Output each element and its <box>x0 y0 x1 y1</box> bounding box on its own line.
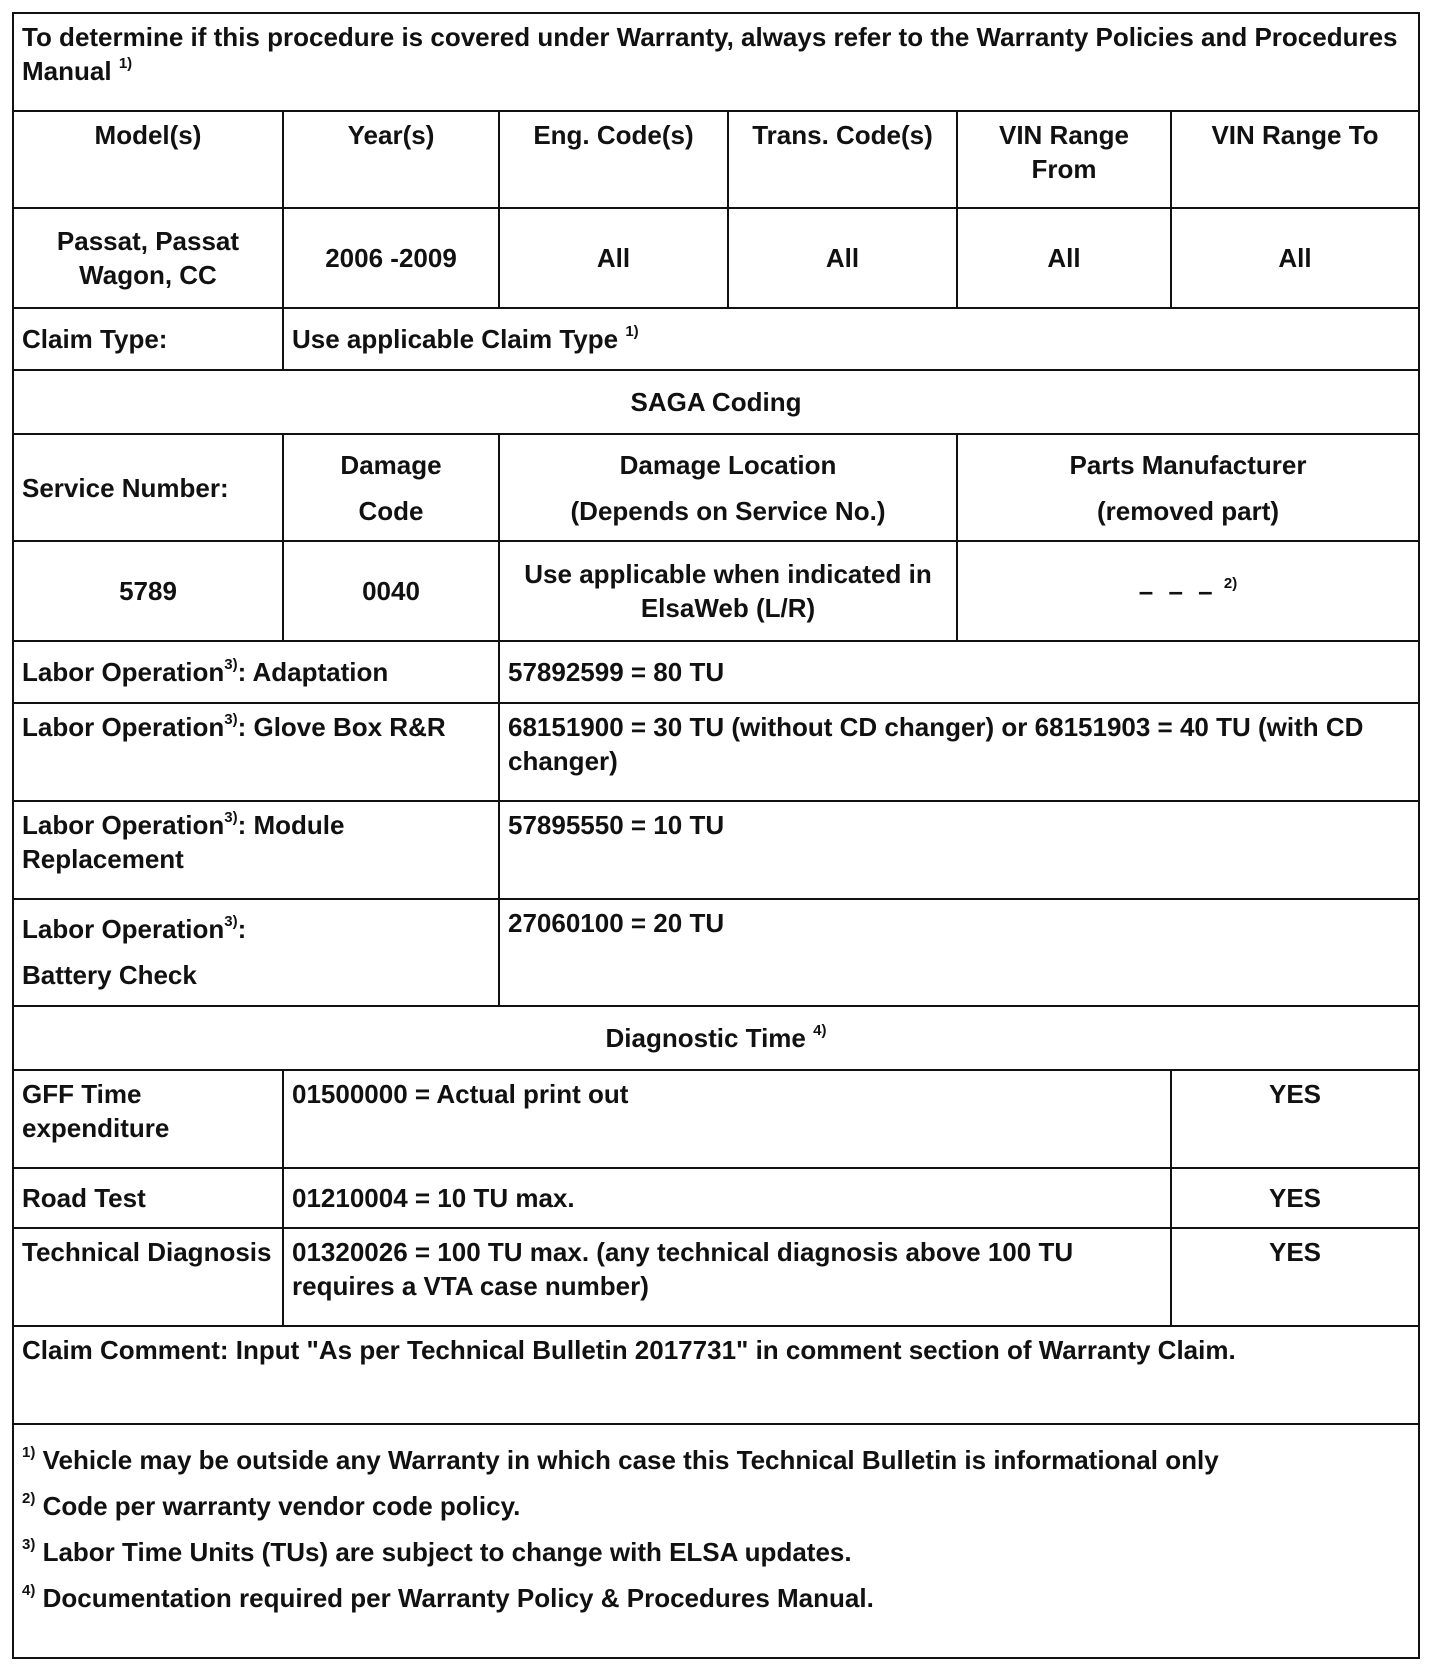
diagnostic-flag: YES <box>1171 1168 1419 1228</box>
diagnostic-time-title <box>13 1006 1419 1070</box>
parts-manufacturer-label <box>957 434 1419 541</box>
labor-op-footnote-mark: 3) <box>224 809 238 827</box>
footnote-mark: 1) <box>22 1444 36 1462</box>
diagnostic-footnote-mark: 4) <box>813 1022 827 1040</box>
damage-location: Use applicable when indicated in ElsaWeb (L/R) <box>499 541 957 641</box>
footnote-text: Vehicle may be outside any Warranty in which case this Technical Bulletin is informational only <box>42 1445 1219 1475</box>
parts-manufacturer-label-line1: Parts Manufacturer <box>1069 449 1307 480</box>
col-models: Model(s) <box>13 111 283 208</box>
claim-type-footnote-mark: 1) <box>625 323 639 341</box>
vehicle-vin-to: All <box>1171 208 1419 308</box>
labor-op-footnote-mark: 3) <box>224 656 238 674</box>
service-number: 5789 <box>13 541 283 641</box>
labor-op-value: 57892599 = 80 TU <box>499 641 1419 703</box>
labor-op-footnote-mark: 3) <box>224 711 238 729</box>
labor-op-value: 68151900 = 30 TU (without CD changer) or 68151903 = 40 TU (with CD changer) <box>499 703 1419 801</box>
diagnostic-flag: YES <box>1171 1228 1419 1326</box>
footnote-mark: 2) <box>22 1490 36 1508</box>
labor-op-value: 57895550 = 10 TU <box>499 801 1419 899</box>
labor-op-label-text: Labor Operation <box>22 810 225 840</box>
footnote-mark: 3) <box>22 1536 36 1554</box>
diagnostic-label: Road Test <box>13 1168 283 1228</box>
footnote <box>22 1575 1410 1621</box>
diagnostic-label: GFF Time expenditure <box>13 1070 283 1168</box>
col-trans-codes: Trans. Code(s) <box>728 111 957 208</box>
vehicle-trans: All <box>728 208 957 308</box>
claim-comment: Claim Comment: Input "As per Technical Bulletin 2017731" in comment section of Warranty Claim. <box>13 1326 1419 1424</box>
col-vin-to: VIN Range To <box>1171 111 1419 208</box>
warranty-header <box>13 13 1419 111</box>
vehicle-years: 2006 -2009 <box>283 208 499 308</box>
diagnostic-label: Technical Diagnosis <box>13 1228 283 1326</box>
damage-location-label-line2: (Depends on Service No.) <box>570 495 886 526</box>
footnote <box>22 1437 1410 1483</box>
service-number-label: Service Number: <box>13 434 283 541</box>
footnote-text: Code per warranty vendor code policy. <box>42 1491 521 1521</box>
footnote-text: Documentation required per Warranty Policy & Procedures Manual. <box>42 1583 874 1613</box>
footnote <box>22 1483 1410 1529</box>
parts-manufacturer: – – – <box>1138 576 1217 606</box>
claim-type-value: Use applicable Claim Type <box>292 324 619 354</box>
labor-op-label-name: : Module Replacement <box>22 810 345 874</box>
vehicle-vin-from: All <box>957 208 1171 308</box>
warranty-table <box>12 12 1420 1659</box>
col-eng-codes: Eng. Code(s) <box>499 111 728 208</box>
claim-type-label: Claim Type: <box>13 308 283 370</box>
labor-op-label-name: : Adaptation <box>237 657 389 687</box>
diagnostic-value: 01500000 = Actual print out <box>283 1070 1171 1168</box>
damage-code-label <box>283 434 499 541</box>
vehicle-eng: All <box>499 208 728 308</box>
claim-type-value-cell <box>283 308 1419 370</box>
labor-op-label <box>13 801 499 899</box>
labor-op-value: 27060100 = 20 TU <box>499 899 1419 1006</box>
footnote-text: Labor Time Units (TUs) are subject to change with ELSA updates. <box>42 1537 852 1567</box>
col-vin-from: VIN Range From <box>957 111 1171 208</box>
damage-code-label-line2: Code <box>358 495 424 526</box>
header-footnote-mark: 1) <box>118 55 133 73</box>
labor-op-footnote-mark: 3) <box>224 913 238 931</box>
labor-op-label-text: Labor Operation <box>22 657 225 687</box>
saga-coding-title: SAGA Coding <box>13 370 1419 434</box>
labor-op-label <box>13 899 499 1006</box>
diagnostic-value: 01320026 = 100 TU max. (any technical diagnosis above 100 TU requires a VTA case number) <box>283 1228 1171 1326</box>
parts-manufacturer-label-line2: (removed part) <box>1096 495 1280 526</box>
labor-op-label-text: Labor Operation <box>22 712 225 742</box>
labor-op-label-name: : <box>237 914 247 944</box>
footnote <box>22 1529 1410 1575</box>
parts-manufacturer-cell <box>957 541 1419 641</box>
labor-op-label-line2: Battery Check <box>22 960 197 990</box>
labor-op-label-name: : Glove Box R&R <box>237 712 446 742</box>
damage-location-label-line1: Damage Location <box>619 449 837 480</box>
diagnostic-time-text: Diagnostic Time <box>605 1023 806 1053</box>
damage-code: 0040 <box>283 541 499 641</box>
footnote-mark: 4) <box>22 1582 36 1600</box>
header-text: To determine if this procedure is covered under Warranty, always refer to the Warranty Policies and Procedures Manual <box>22 22 1398 86</box>
labor-op-label <box>13 703 499 801</box>
footnotes <box>13 1424 1419 1658</box>
parts-manufacturer-footnote-mark: 2) <box>1223 575 1238 593</box>
diagnostic-flag: YES <box>1171 1070 1419 1168</box>
labor-op-label <box>13 641 499 703</box>
diagnostic-value: 01210004 = 10 TU max. <box>283 1168 1171 1228</box>
damage-location-label <box>499 434 957 541</box>
labor-op-label-text: Labor Operation <box>22 914 225 944</box>
col-years: Year(s) <box>283 111 499 208</box>
damage-code-label-line1: Damage <box>340 449 442 480</box>
vehicle-models: Passat, Passat Wagon, CC <box>13 208 283 308</box>
